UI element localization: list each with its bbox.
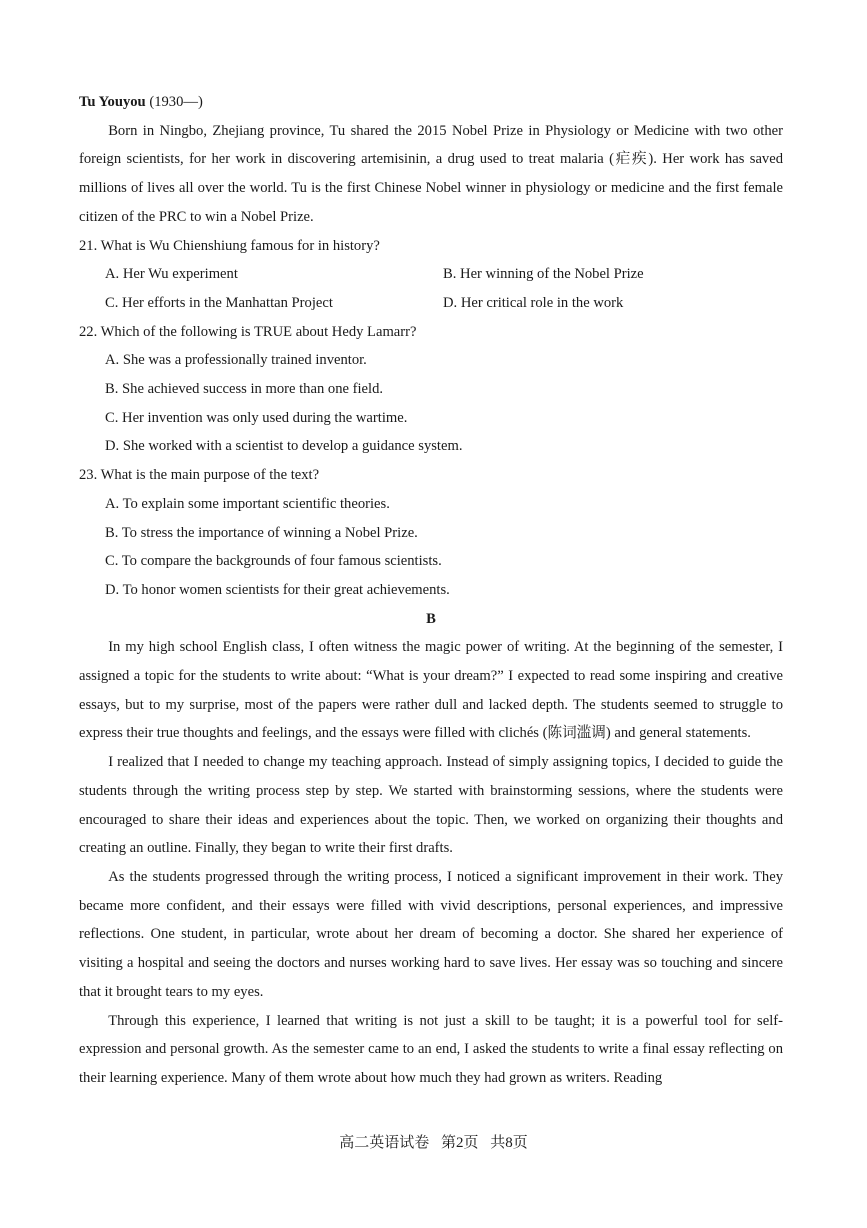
passage-b-paragraph-2: I realized that I needed to change my teaching approach. Instead of simply assigning topics, I decided to guide the students through the writing process step by step. We started with brainstorming sessions, where the students were encouraged to share their ideas and experiences about the topic. Then, we worked on organizing their thoughts and creating an outline. Finally, they began to write their first drafts. — [79, 754, 783, 857]
question-21-stem: 21. What is Wu Chienshiung famous for in history? — [79, 237, 380, 254]
passage-a-paragraph: Born in Ningbo, Zhejiang province, Tu shared the 2015 Nobel Prize in Physiology or Medicine with two other foreign scientists, for her work in discovering artemisinin, a drug used to treat malaria (疟疾). Her work has saved millions of lives all over the world. Tu is the first Chinese Nobel winner in physiology or medicine and the first female citizen of the PRC to win a Nobel Prize. — [79, 122, 783, 225]
question-23-option-d: D. To honor women scientists for their great achievements. — [105, 581, 450, 598]
question-23-option-b: B. To stress the importance of winning a Nobel Prize. — [105, 524, 418, 541]
page-footer: 高二英语试卷 第2页 共8页 — [339, 1135, 528, 1151]
question-21-option-a: A. Her Wu experiment — [105, 266, 238, 283]
question-23-option-a: A. To explain some important scientific theories. — [105, 495, 390, 512]
question-22-option-d: D. She worked with a scientist to develop a guidance system. — [105, 438, 463, 455]
question-22-stem: 22. Which of the following is TRUE about Hedy Lamarr? — [79, 323, 417, 340]
question-21-option-d: D. Her critical role in the work — [443, 294, 624, 311]
question-21-option-c: C. Her efforts in the Manhattan Project — [105, 294, 333, 311]
question-21-option-b: B. Her winning of the Nobel Prize — [443, 266, 644, 283]
passage-a-title — [79, 88, 783, 117]
passage-b-paragraph-3: As the students progressed through the writing process, I noticed a significant improvement in their work. They became more confident, and their essays were filled with vivid descriptions, personal experiences, and impressive reflections. One student, in particular, wrote about her dream of becoming a doctor. She shared her experience of visiting a hospital and seeing the doctors and nurses working hard to save lives. Her essay was so touching and sincere that it brought tears to my eyes. — [79, 868, 783, 1000]
exam-page — [79, 88, 783, 1093]
question-21-options — [79, 260, 783, 317]
title-years: (1930—) — [149, 94, 203, 110]
passage-b-paragraph-1: In my high school English class, I often witness the magic power of writing. At the beginning of the semester, I assigned a topic for the students to write about: “What is your dream?” I expected to read some inspiring and creative essays, but to my surprise, most of the papers were rather dull and lacked depth. The students seemed to struggle to express their true thoughts and feelings, and the essays were filled with clichés (陈词滥调) and general statements. — [79, 639, 783, 742]
question-23-option-c: C. To compare the backgrounds of four famous scientists. — [105, 553, 442, 570]
question-22-option-a: A. She was a professionally trained inventor. — [105, 352, 367, 369]
passage-b-heading: B — [426, 610, 436, 627]
question-22-option-b: B. She achieved success in more than one field. — [105, 381, 384, 398]
passage-b-paragraph-4: Through this experience, I learned that writing is not just a skill to be taught; it is a powerful tool for self-expression and personal growth. As the semester came to an end, I asked the students to write a final essay reflecting on their learning experience. Many of them wrote about how much they had grown as writers. Reading — [79, 1012, 783, 1086]
question-22-option-c: C. Her invention was only used during the wartime. — [105, 409, 408, 426]
title-name: Tu Youyou — [79, 94, 146, 110]
question-23-stem: 23. What is the main purpose of the text? — [79, 467, 320, 484]
